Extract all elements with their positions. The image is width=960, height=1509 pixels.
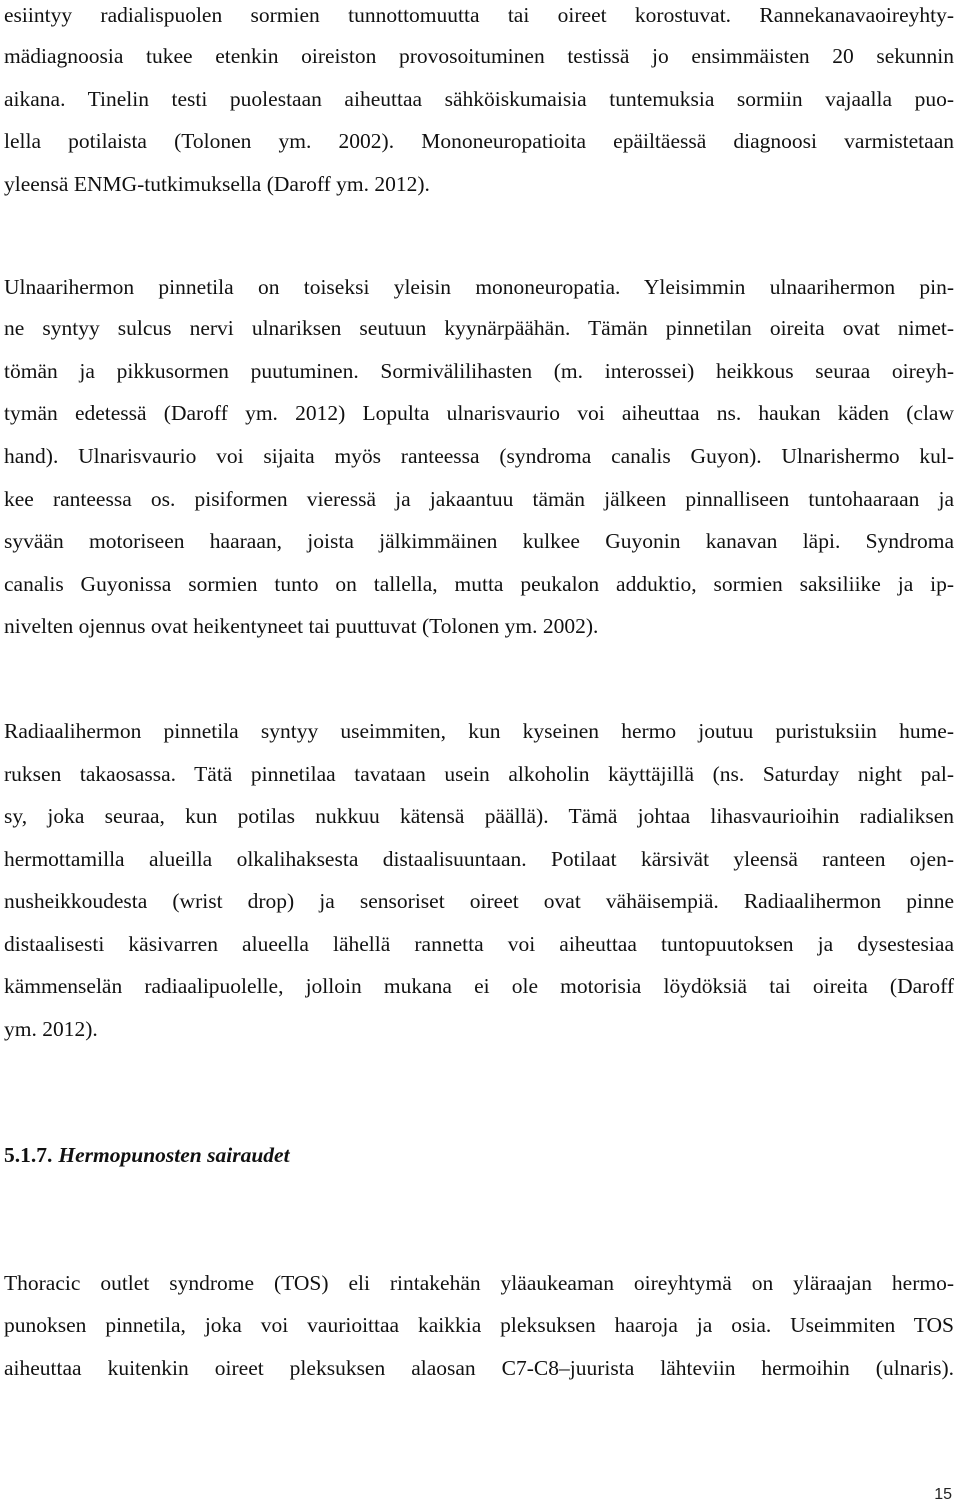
text-line: nivelten ojennus ovat heikentyneet tai puuttuvat (Tolonen ym. 2002). bbox=[4, 614, 599, 638]
text-line: hand). Ulnarisvaurio voi sijaita myös ranteessa (syndroma canalis Guyon). Ulnarishermo kul- bbox=[4, 444, 954, 468]
text-line: aikana. Tinelin testi puolestaan aiheuttaa sähköiskumaisia tuntemuksia sormiin vajaalla puo- bbox=[4, 87, 954, 111]
text-line: esiintyy radialispuolen sormien tunnottomuutta tai oireet korostuvat. Rannekanavaoireyhty- bbox=[4, 3, 954, 27]
text-line: lella potilaista (Tolonen ym. 2002). Mononeuropatioita epäiltäessä diagnoosi varmistetaan bbox=[4, 129, 954, 153]
text-line: distaalisesti käsivarren alueella lähellä rannetta voi aiheuttaa tuntopuutoksen ja dysestesiaa bbox=[4, 932, 954, 956]
text-line: yleensä ENMG-tutkimuksella (Daroff ym. 2012). bbox=[4, 172, 430, 196]
text-line: tömän ja pikkusormen puutuminen. Sormivälilihasten (m. interossei) heikkous seuraa oireyh- bbox=[4, 359, 954, 383]
text-line: hermottamilla alueilla olkalihaksesta distaalisuuntaan. Potilaat kärsivät yleensä ranteen ojen- bbox=[4, 847, 954, 871]
text-line: sy, joka seuraa, kun potilas nukkuu kätensä päällä). Tämä johtaa lihasvaurioihin radialiksen bbox=[4, 804, 954, 828]
text-line: nusheikkoudesta (wrist drop) ja sensoriset oireet ovat vähäisempiä. Radiaalihermon pinne bbox=[4, 889, 954, 913]
text-line: Thoracic outlet syndrome (TOS) eli rintakehän yläaukeaman oireyhtymä on yläraajan hermo- bbox=[4, 1271, 954, 1295]
text-line: ne syntyy sulcus nervi ulnariksen seutuun kyynärpäähän. Tämän pinnetilan oireita ovat nimet- bbox=[4, 316, 954, 340]
text-line: ym. 2012). bbox=[4, 1017, 98, 1041]
section-heading bbox=[4, 1145, 290, 1167]
text-line: punoksen pinnetila, joka voi vaurioittaa kaikkia pleksuksen haaroja ja osia. Useimmiten TOS bbox=[4, 1313, 954, 1337]
text-line: ruksen takaosassa. Tätä pinnetilaa tavataan usein alkoholin käyttäjillä (ns. Saturday night pal- bbox=[4, 762, 954, 786]
text-line: tymän edetessä (Daroff ym. 2012) Lopulta ulnarisvaurio voi aiheuttaa ns. haukan käden (claw bbox=[4, 401, 954, 425]
section-title: Hermopunosten sairaudet bbox=[58, 1143, 290, 1167]
text-line: kämmenselän radiaalipuolelle, jolloin mukana ei ole motorisia löydöksiä tai oireita (Daroff bbox=[4, 974, 954, 998]
text-line: Ulnaarihermon pinnetila on toiseksi yleisin mononeuropatia. Yleisimmin ulnaarihermon pin- bbox=[4, 275, 954, 299]
text-line: aiheuttaa kuitenkin oireet pleksuksen alaosan C7-C8–juurista lähteviin hermoihin (ulnaris). bbox=[4, 1356, 954, 1380]
text-line: canalis Guyonissa sormien tunto on tallella, mutta peukalon adduktio, sormien saksiliike ja ip- bbox=[4, 572, 954, 596]
text-line: mädiagnoosia tukee etenkin oireiston provosoituminen testissä jo ensimmäisten 20 sekunnin bbox=[4, 44, 954, 68]
text-line: syvään motoriseen haaraan, joista jälkimmäinen kulkee Guyonin kanavan läpi. Syndroma bbox=[4, 529, 954, 553]
text-line: kee ranteessa os. pisiformen vieressä ja jakaantuu tämän jälkeen pinnalliseen tuntohaaraan ja bbox=[4, 487, 954, 511]
section-number: 5.1.7. bbox=[4, 1143, 53, 1167]
page-number: 15 bbox=[934, 1486, 952, 1503]
text-line: Radiaalihermon pinnetila syntyy useimmiten, kun kyseinen hermo joutuu puristuksiin hume- bbox=[4, 719, 954, 743]
